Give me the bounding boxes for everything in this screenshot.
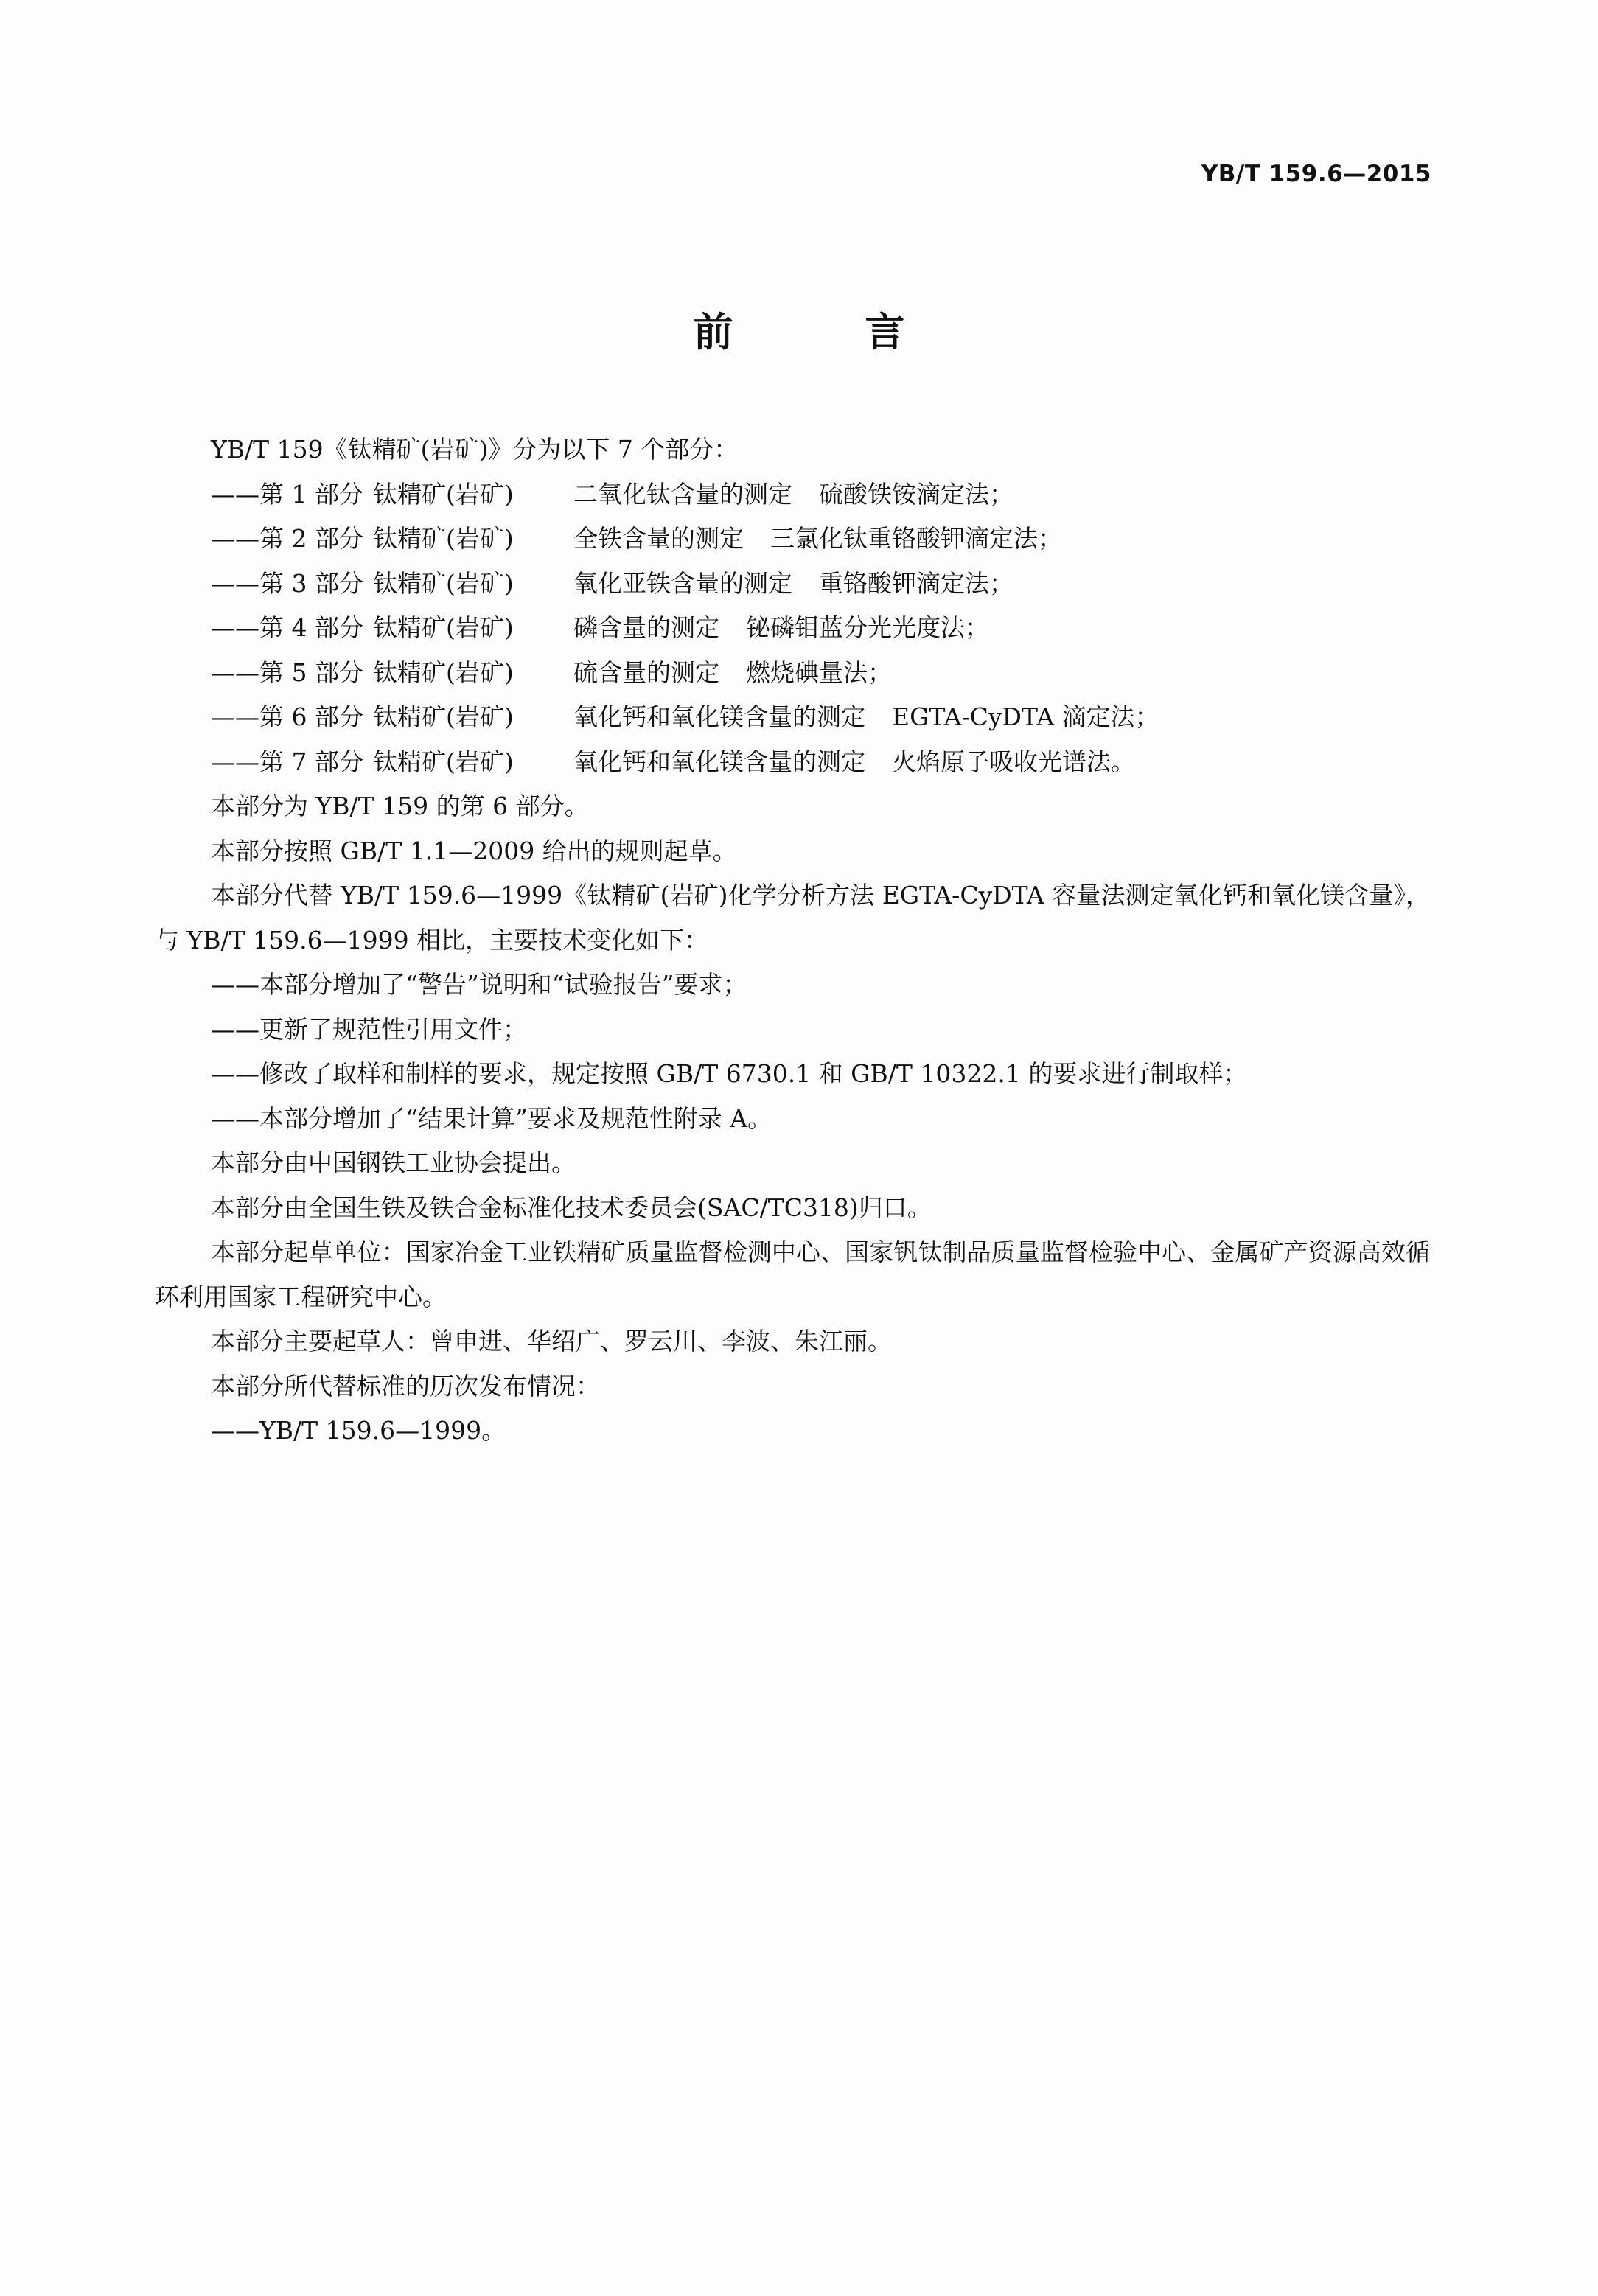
list-item [155, 472, 1430, 517]
replaces-statement: 本部分代替 YB/T 159.6—1999《钛精矿(岩矿)化学分析方法 EGTA-CyDTA 容量法测定氧化钙和氧化镁含量》，与 YB/T 159.6—1999 相比，主要技术变化如下： [155, 881, 1430, 955]
list-item [155, 651, 1430, 696]
list-item [155, 562, 1430, 607]
changes-list [155, 963, 1430, 1141]
history-item: ——YB/T 159.6—1999。 [211, 1416, 506, 1445]
part-number: ——第 5 部分 [211, 657, 363, 687]
proposed-by-statement: 本部分由中国钢铁工业协会提出。 [211, 1148, 576, 1177]
part-scope: 氧化亚铁含量的测定 [573, 568, 792, 598]
list-item [155, 740, 1430, 785]
part-scope: 全铁含量的测定 [573, 524, 744, 553]
part-method: 铋磷钼蓝分光光度法； [746, 613, 989, 642]
part-number: ——第 3 部分 [211, 568, 363, 598]
part-number: ——第 4 部分 [211, 613, 363, 642]
part-scope: 二氧化钛含量的测定 [573, 479, 792, 509]
list-item [155, 695, 1430, 740]
drafting-rule-statement: 本部分按照 GB/T 1.1—2009 给出的规则起草。 [211, 836, 737, 865]
part-method: 燃烧碘量法； [746, 657, 892, 687]
parts-list [155, 472, 1430, 785]
part-subject: 钛精矿(岩矿) [373, 479, 514, 509]
part-number: ——第 1 部分 [211, 479, 363, 509]
drafters-statement: 本部分主要起草人：曾申进、华绍广、罗云川、李波、朱江丽。 [211, 1327, 892, 1355]
part-number: ——第 6 部分 [211, 702, 363, 731]
part-method: 火焰原子吸收光谱法。 [892, 747, 1135, 776]
part-subject: 钛精矿(岩矿) [373, 702, 514, 731]
part-subject: 钛精矿(岩矿) [373, 524, 514, 553]
part-subject: 钛精矿(岩矿) [373, 747, 514, 776]
part-method: EGTA-CyDTA 滴定法； [892, 702, 1159, 731]
part-method: 硫酸铁铵滴定法； [819, 479, 1013, 509]
this-part-statement: 本部分为 YB/T 159 的第 6 部分。 [211, 792, 589, 820]
part-subject: 钛精矿(岩矿) [373, 568, 514, 598]
list-item: ——修改了取样和制样的要求，规定按照 GB/T 6730.1 和 GB/T 10322.1 的要求进行制取样； [211, 1059, 1248, 1088]
foreword-body [155, 428, 1430, 1454]
part-method: 三氯化钛重铬酸钾滴定法； [770, 524, 1062, 553]
administered-by-statement: 本部分由全国生铁及铁合金标准化技术委员会(SAC/TC318)归口。 [211, 1193, 932, 1222]
part-scope: 磷含量的测定 [573, 613, 719, 642]
history-label: 本部分所代替标准的历次发布情况： [211, 1371, 600, 1400]
part-subject: 钛精矿(岩矿) [373, 613, 514, 642]
standard-number: YB/T 159.6—2015 [1201, 161, 1431, 187]
list-item [155, 606, 1430, 651]
intro-paragraph: YB/T 159《钛精矿(岩矿)》分为以下 7 个部分： [211, 435, 739, 464]
part-scope: 氧化钙和氧化镁含量的测定 [573, 747, 865, 776]
part-scope: 硫含量的测定 [573, 657, 719, 687]
list-item: ——更新了规范性引用文件； [211, 1014, 527, 1044]
list-item: ——本部分增加了“结果计算”要求及规范性附录 A。 [211, 1103, 772, 1133]
list-item [155, 517, 1430, 562]
page-title: 前 言 [693, 309, 964, 355]
part-subject: 钛精矿(岩矿) [373, 657, 514, 687]
part-scope: 氧化钙和氧化镁含量的测定 [573, 702, 865, 731]
list-item: ——本部分增加了“警告”说明和“试验报告”要求； [211, 970, 747, 999]
part-number: ——第 7 部分 [211, 747, 363, 776]
drafting-units-statement: 本部分起草单位：国家冶金工业铁精矿质量监督检测中心、国家钒钛制品质量监督检验中心、金属矿产资源高效循环利用国家工程研究中心。 [155, 1238, 1430, 1311]
part-number: ——第 2 部分 [211, 524, 363, 553]
part-method: 重铬酸钾滴定法； [819, 568, 1013, 598]
